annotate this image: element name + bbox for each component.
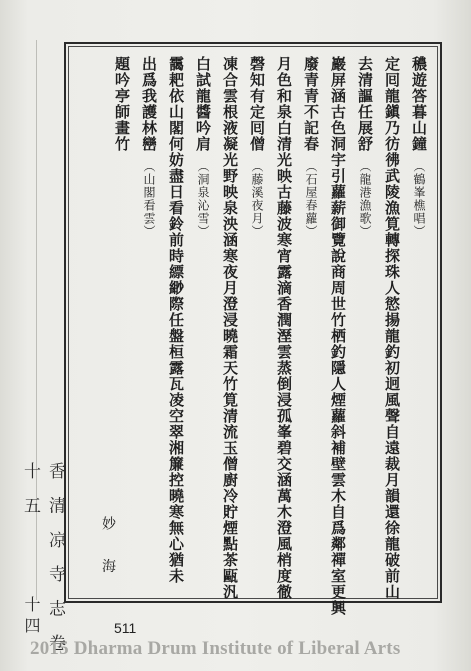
column-note: （洞泉沁雪） [196, 160, 210, 238]
column-body: 靄耙依山閣何妨盡日看鈴前時縹緲際任盤桓露瓦凌空翠湘簾控曉寒無心猶未 [167, 56, 185, 584]
column-note: （鶴峯樵唱） [412, 160, 426, 238]
text-column-11 [141, 56, 156, 238]
folio-number: 十 四 [22, 596, 41, 634]
volume-label: 香 清 凉 寺 志 卷 十 五 [20, 462, 65, 658]
column-title: 題吟亭師畫竹 [113, 56, 131, 152]
text-column-7 [249, 56, 264, 238]
column-body: 月色和泉白清光映古藤波寒宵露滴香潤溼雲蒸倒浸孤峯碧交涵萬木澄風梢度徹 [275, 56, 293, 600]
text-column-6 [276, 56, 291, 600]
column-note: （龍港漁歌） [358, 160, 372, 238]
column-title: 磬知有定囘僧 [248, 56, 266, 152]
text-column-1 [411, 56, 426, 238]
column-note: （石屋春蘿） [304, 160, 318, 238]
column-body: 巖屏涵古色洞宇引蘿薪御覽說商周世竹栖釣隱人煙蘿斜補壁雲木自爲鄰禪室更興 [329, 56, 347, 616]
copyright-footer: 2015 Dharma Drum Institute of Liberal Arts [30, 638, 401, 659]
column-note: （山閣看雲） [142, 160, 156, 238]
column-body: 凍合雲根液凝光野映泉泱涵寒夜月澄浸曉霜天竹筧清流玉僧廚冷貯煙點茶甌汎 [221, 56, 239, 600]
text-column-5 [303, 56, 318, 238]
column-body: 定囘龍鎭乃彷彿武陵漁筧轉探珠人慾揚龍釣初迥風聲自遠裁月韻還徐龍破前山 [383, 56, 401, 600]
column-title: 廢青青不記春 [302, 56, 320, 152]
text-column-9 [195, 56, 210, 238]
page-number: 511 [114, 620, 137, 636]
text-column-10 [168, 56, 183, 584]
column-title: 白試龍醬吟肩 [194, 56, 212, 152]
column-title: 出爲我護林巒 [140, 56, 158, 152]
text-column-12 [114, 56, 129, 152]
column-title: 穠遊答暮山鐘 [410, 56, 428, 152]
author-name: 妙 海 [100, 516, 116, 585]
column-title: 去清謳任展舒 [356, 56, 374, 152]
text-column-2 [384, 56, 399, 600]
text-column-8 [222, 56, 237, 600]
column-note: （藤溪夜月） [250, 160, 264, 238]
text-column-4 [330, 56, 345, 616]
text-column-3 [357, 56, 372, 238]
